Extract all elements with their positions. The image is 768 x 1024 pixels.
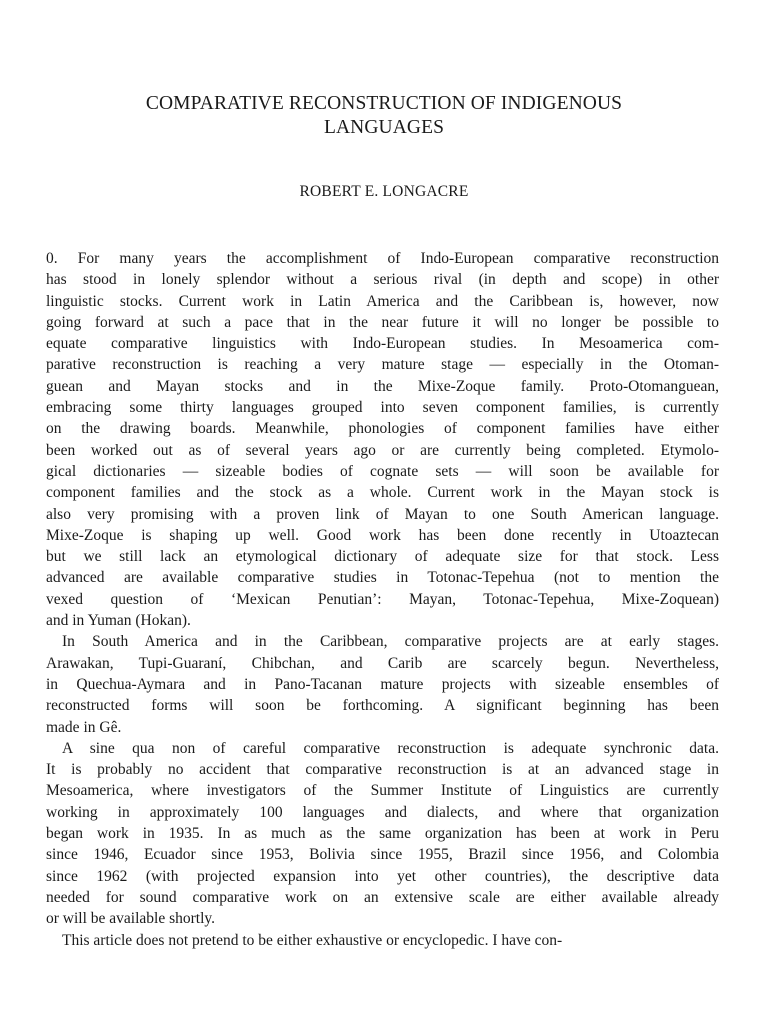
article-title-line-2: LANGUAGES xyxy=(323,117,445,138)
paragraph-line: embracing some thirty languages grouped into seven component families, is currently xyxy=(46,399,719,417)
article-author: ROBERT E. LONGACRE xyxy=(299,183,469,200)
paragraph-line: gical dictionaries — sizeable bodies of cognate sets — will soon be available for xyxy=(46,462,719,480)
paragraph-line: This article does not pretend to be either exhaustive or encyclopedic. I have con- xyxy=(62,931,563,949)
article-title xyxy=(0,92,768,140)
paragraph-line: needed for sound comparative work on an extensive scale are either available already xyxy=(46,888,719,906)
paragraph xyxy=(46,738,719,930)
paragraph xyxy=(46,930,719,951)
paragraph-line: Arawakan, Tupi-Guaraní, Chibchan, and Carib are scarcely begun. Nevertheless, xyxy=(46,654,719,672)
paragraph-line: In South America and in the Caribbean, comparative projects are at early stages. xyxy=(62,633,719,651)
paragraph-line: working in approximately 100 languages and dialects, and where that organization xyxy=(46,803,719,821)
paragraph-line: began work in 1935. In as much as the same organization has been at work in Peru xyxy=(46,825,719,843)
paragraph-line: has stood in lonely splendor without a serious rival (in depth and scope) in other xyxy=(46,271,719,289)
paragraph-line: Mixe-Zoque is shaping up well. Good work has been done recently in Utoaztecan xyxy=(46,526,719,544)
paragraph-line: also very promising with a proven link of Mayan to one South American language. xyxy=(46,505,719,523)
paragraph-line: advanced are available comparative studies in Totonac-Tepehua (not to mention the xyxy=(46,569,719,587)
paragraph-line: been worked out as of several years ago or are currently being completed. Etymolo- xyxy=(46,441,719,459)
paragraph-line: parative reconstruction is reaching a very mature stage — especially in the Otoman- xyxy=(46,356,719,374)
paragraph-line: A sine qua non of careful comparative reconstruction is adequate synchronic data. xyxy=(62,739,719,757)
paragraph-line: on the drawing boards. Meanwhile, phonologies of component families have either xyxy=(46,420,719,438)
paragraph-line: It is probably no accident that comparative reconstruction is at an advanced stage in xyxy=(46,761,719,779)
paragraph-line: made in Gê. xyxy=(46,718,122,736)
paragraph-line: component families and the stock as a whole. Current work in the Mayan stock is xyxy=(46,484,719,502)
paragraph-line: guean and Mayan stocks and in the Mixe-Zoque family. Proto-Otomanguean, xyxy=(46,377,719,395)
paragraph-line: in Quechua-Aymara and in Pano-Tacanan mature projects with sizeable ensembles of xyxy=(46,675,719,693)
paragraph-line: but we still lack an etymological dictionary of adequate size for that stock. Less xyxy=(46,548,719,566)
article-title-line-1: COMPARATIVE RECONSTRUCTION OF INDIGENOUS xyxy=(145,93,623,114)
paragraph-line: or will be available shortly. xyxy=(46,910,216,928)
paragraph-line: since 1946, Ecuador since 1953, Bolivia since 1955, Brazil since 1956, and Colombia xyxy=(46,846,719,864)
paragraph xyxy=(46,631,719,737)
article-body xyxy=(46,248,719,951)
paragraph-line: going forward at such a pace that in the near future it will no longer be possible to xyxy=(46,313,719,331)
paragraph-line: Mesoamerica, where investigators of the Summer Institute of Linguistics are currently xyxy=(46,782,719,800)
paragraph xyxy=(46,248,719,631)
paragraph-line: equate comparative linguistics with Indo-European studies. In Mesoamerica com- xyxy=(46,335,719,353)
paragraph-line: and in Yuman (Hokan). xyxy=(46,612,191,630)
paragraph-line: vexed question of ‘Mexican Penutian’: Mayan, Totonac-Tepehua, Mixe-Zoquean) xyxy=(46,590,719,608)
paragraph-line: linguistic stocks. Current work in Latin America and the Caribbean is, however, now xyxy=(46,292,719,310)
paragraph-line: reconstructed forms will soon be forthcoming. A significant beginning has been xyxy=(46,697,719,715)
paragraph-line: 0. For many years the accomplishment of Indo-European comparative reconstruction xyxy=(46,250,719,267)
paragraph-line: since 1962 (with projected expansion into yet other countries), the descriptive data xyxy=(46,867,719,885)
